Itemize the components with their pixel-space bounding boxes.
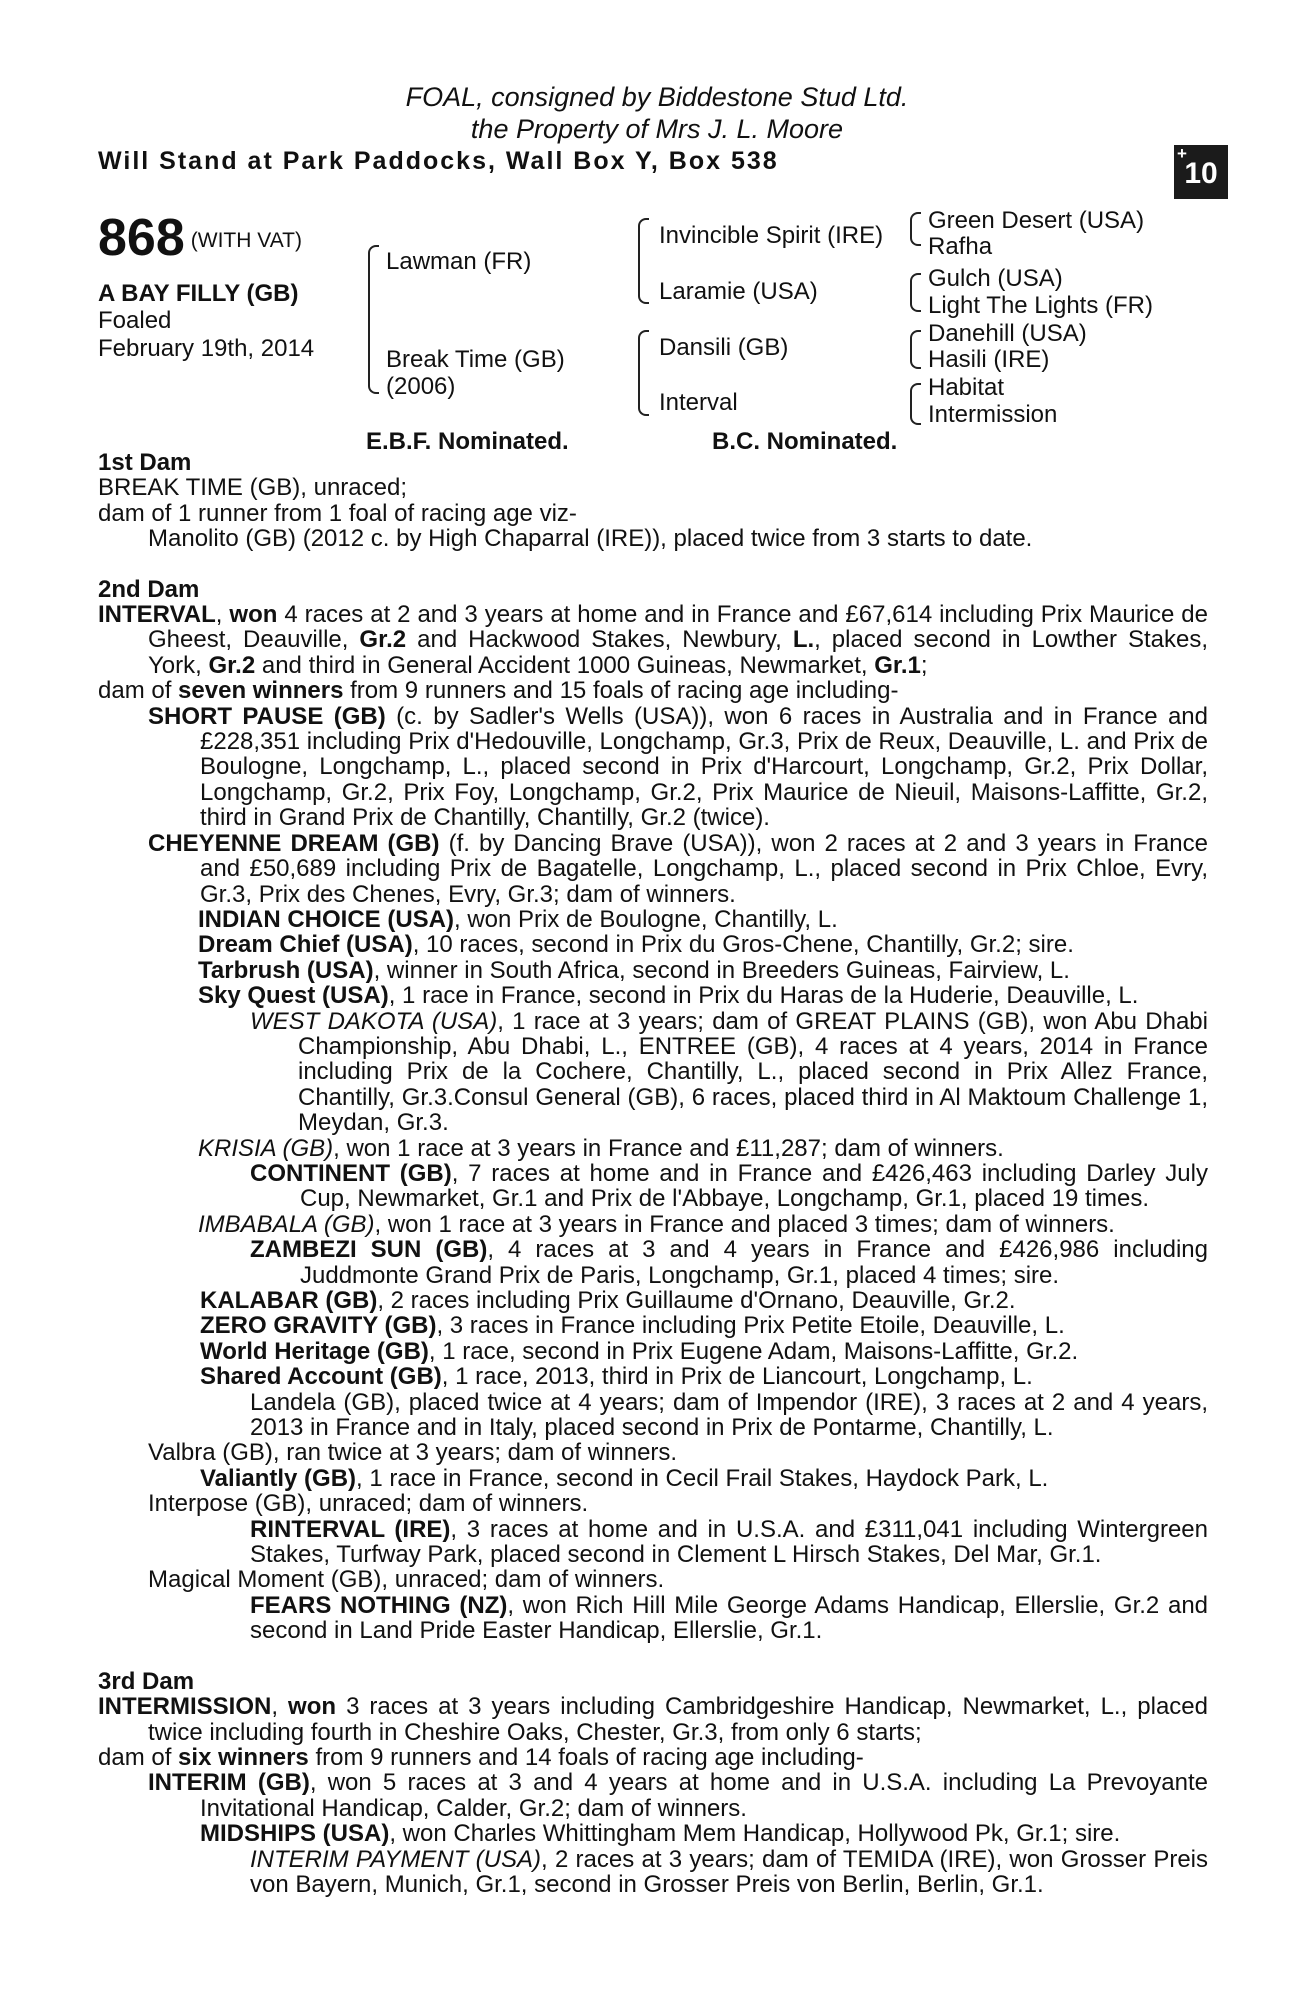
intermission-dam-of — [98, 1745, 1208, 1770]
grandsire-3: Danehill (USA) — [928, 320, 1087, 347]
granddam-1: Rafha — [928, 233, 993, 260]
horse-record: , won 1 race at 3 years in France and placed 3 times; dam of winners. — [374, 1210, 1115, 1238]
vat-label: (WITH VAT) — [190, 229, 302, 252]
kalabar-entry — [98, 1288, 1208, 1313]
horse-record: , 1 race, second in Prix Eugene Adam, Maisons-Laffitte, Gr.2. — [428, 1337, 1079, 1365]
dam-of-rest: from 9 runners and 15 foals of racing age including- — [343, 677, 899, 705]
sire-dam: Laramie (USA) — [659, 278, 818, 305]
horse-name: INTERIM (GB) — [148, 1769, 310, 1797]
six-winners: six winners — [178, 1743, 309, 1771]
zero-gravity-entry — [98, 1313, 1208, 1338]
grandsire-2: Gulch (USA) — [928, 265, 1063, 292]
midships-entry — [98, 1821, 1208, 1846]
badge-number: 10 — [1184, 157, 1218, 190]
dam-of-text: dam of — [98, 677, 179, 705]
grade-2: Gr.2 — [359, 626, 407, 654]
first-dam-heading: 1st Dam — [98, 449, 192, 476]
horse-record: , winner in South Africa, second in Breeders Guineas, Fairview, L. — [373, 956, 1070, 984]
interval-text-2: and Hackwood Stakes, Newbury, — [406, 626, 793, 654]
horse-name: INDIAN CHOICE (USA) — [198, 905, 454, 933]
pedigree-brace-g3 — [910, 330, 921, 369]
horse-record: , 2 races at 3 years; dam of TEMIDA (IRE), won Grosser Preis von Bayern, Munich, Gr.1, second in Grosser Preis von Berlin, Berlin, Gr.1. — [250, 1845, 1209, 1898]
horse-name: WEST DAKOTA (USA) — [250, 1007, 498, 1035]
magical-moment-entry: Magical Moment (GB), unraced; dam of winners. — [148, 1566, 665, 1594]
dream-chief-entry — [98, 932, 1208, 957]
grandsire-4: Habitat — [928, 374, 1005, 401]
continent-entry — [98, 1161, 1208, 1212]
pedigree-brace-dam — [638, 330, 649, 416]
horse-name: Valiantly (GB) — [200, 1464, 357, 1492]
horse-record: , 7 races at home and in France and £426,463 including Darley July Cup, Newmarket, Gr.1 and Prix de l'Abbaye, Longchamp, Gr.1, placed 19 times. — [300, 1159, 1208, 1213]
seven-winners: seven winners — [178, 677, 344, 705]
horse-record: , won Rich Hill Mile George Adams Handicap, Ellerslie, Gr.2 and second in Land Pride Easter Handicap, Ellerslie, Gr.1. — [250, 1591, 1209, 1645]
ebf-nominated: E.B.F. Nominated. — [366, 428, 569, 455]
horse-name: CONTINENT (GB) — [250, 1159, 452, 1187]
tarbrush-entry — [98, 958, 1208, 983]
intermission-entry: INTERMISSION, won 3 races at 3 years including Cambridgeshire Handicap, Newmarket, L., placed twice including fourth in Cheshire Oaks, Chester, Gr.3, from only 6 starts; — [98, 1693, 1209, 1746]
horse-name: FEARS NOTHING (NZ) — [250, 1591, 508, 1619]
horse-name: ZAMBEZI SUN (GB) — [250, 1236, 488, 1264]
lot-badge — [1174, 145, 1228, 199]
section-gap — [98, 1644, 1208, 1669]
horse-name: MIDSHIPS (USA) — [200, 1820, 390, 1848]
sire-sire: Invincible Spirit (IRE) — [659, 222, 884, 249]
dam-dam: Interval — [659, 389, 738, 416]
horse-name: Dream Chief (USA) — [198, 931, 413, 959]
horse-name: ZERO GRAVITY (GB) — [200, 1312, 437, 1340]
horse-record: , 1 race, 2013, third in Prix de Liancourt, Longchamp, L. — [441, 1363, 1033, 1391]
third-dam-heading: 3rd Dam — [98, 1667, 195, 1695]
rinterval-entry — [98, 1517, 1208, 1568]
foaled-date: February 19th, 2014 — [98, 335, 315, 362]
catalogue-body — [98, 450, 1208, 1897]
interim-entry — [98, 1770, 1208, 1821]
horse-record: 3 races at 3 years including Cambridgeshire Handicap, Newmarket, L., placed twice including fourth in Cheshire Oaks, Chester, Gr.3, from only 6 starts; — [148, 1693, 1209, 1746]
interval-won: won — [229, 601, 278, 629]
grade-1: Gr.1 — [874, 651, 921, 679]
pedigree-brace-main — [368, 245, 379, 394]
pedigree-brace-g1 — [910, 212, 921, 246]
indian-choice-entry — [98, 907, 1208, 932]
horse-record: (f. by Dancing Brave (USA)), won 2 races at 2 and 3 years in France and £50,689 including Prix de Bagatelle, Longchamp, L., placed second in Prix Chloe, Evry, Gr.3, Prix des Chenes, Evry, Gr.3; dam of winners. — [200, 829, 1208, 908]
imbabala-entry — [98, 1212, 1208, 1237]
fears-nothing-entry — [98, 1593, 1208, 1644]
dam-year: (2006) — [386, 373, 456, 400]
dam: Break Time (GB) — [386, 346, 565, 373]
granddam-3: Hasili (IRE) — [928, 346, 1050, 373]
sire: Lawman (FR) — [386, 248, 532, 275]
horse-record: , won Charles Whittingham Mem Handicap, Hollywood Pk, Gr.1; sire. — [389, 1820, 1121, 1848]
horse-name: World Heritage (GB) — [200, 1337, 429, 1365]
valiantly-entry — [98, 1466, 1208, 1491]
lot-title: A BAY FILLY (GB) — [98, 280, 299, 307]
first-dam-line-2: dam of 1 runner from 1 foal of racing age viz- — [98, 499, 577, 527]
horse-name: IMBABALA (GB) — [198, 1210, 375, 1238]
interval-text-1: 4 races at 2 and 3 years at home and in France and £67,614 including Prix Maurice de Gheest, Deauville, — [148, 601, 1209, 654]
horse-record: , 1 race in France, second in Cecil Frail Stakes, Haydock Park, L. — [356, 1464, 1049, 1492]
pedigree-brace-g4 — [910, 383, 921, 425]
horse-record: , won 5 races at 3 and 4 years at home and in U.S.A. including La Prevoyante Invitational Handicap, Calder, Gr.2; dam of winners. — [200, 1769, 1209, 1822]
horse-name: Sky Quest (USA) — [198, 982, 389, 1010]
second-dam-heading: 2nd Dam — [98, 575, 200, 603]
horse-name: RINTERVAL (IRE) — [250, 1515, 451, 1543]
horse-record: , won 1 race at 3 years in France and £11,287; dam of winners. — [333, 1134, 1004, 1162]
granddam-2: Light The Lights (FR) — [928, 292, 1153, 319]
horse-name: CHEYENNE DREAM (GB) — [148, 829, 440, 857]
first-dam-line-1: BREAK TIME (GB), unraced; — [98, 474, 407, 502]
sky-quest-entry — [98, 983, 1208, 1008]
interval-entry: INTERVAL, won 4 races at 2 and 3 years at home and in France and £67,614 including Prix Maurice de Gheest, Deauville, Gr.2 and Hackwood Stakes, Newbury, L., placed second in Lowther Stakes, York, Gr.2 and third in General Accident 1000 Guineas, Newmarket, Gr.1; — [98, 601, 1209, 679]
horse-name: KRISIA (GB) — [198, 1134, 334, 1162]
horse-record: , 10 races, second in Prix du Gros-Chene, Chantilly, Gr.2; sire. — [412, 931, 1074, 959]
pedigree-brace-g2 — [910, 273, 921, 312]
interval-text-4: and third in General Accident 1000 Guineas, Newmarket, — [255, 651, 875, 679]
property-line: the Property of Mrs J. L. Moore — [470, 114, 844, 144]
horse-record: , 1 race at 3 years; dam of GREAT PLAINS (GB), won Abu Dhabi Championship, Abu Dhabi, L., ENTREE (GB), 4 races at 4 years, 2014 in France including Prix de la Cochere, Chantilly, L., placed second in Prix Allez France, Chantilly, Gr.3.Consul General (GB), 6 races, placed third in Al Maktoum Challenge 1, Meydan, Gr.3. — [298, 1007, 1208, 1137]
horse-record: , 2 races including Prix Guillaume d'Ornano, Deauville, Gr.2. — [377, 1287, 1016, 1314]
horse-name: INTERIM PAYMENT (USA) — [250, 1845, 541, 1873]
won-text: won — [288, 1693, 337, 1721]
horse-name: Tarbrush (USA) — [198, 956, 374, 984]
pedigree-brace-sire — [638, 218, 649, 304]
interval-text-3: , placed second in Lowther Stakes, York, — [148, 626, 1208, 679]
lot-number: 868 — [98, 209, 185, 267]
horse-record: , won Prix de Boulogne, Chantilly, L. — [454, 905, 838, 933]
granddam-4: Intermission — [928, 401, 1058, 428]
stand-location: Will Stand at Park Paddocks, Wall Box Y, Box 538 — [98, 147, 779, 175]
zambezi-sun-entry — [98, 1237, 1208, 1288]
dam-of-text: dam of — [98, 1743, 179, 1771]
bc-nominated: B.C. Nominated. — [712, 428, 898, 455]
interval-dam-of — [98, 678, 1208, 703]
krisia-entry — [98, 1136, 1208, 1161]
first-dam-produce: Manolito (GB) (2012 c. by High Chaparral (IRE)), placed twice from 3 starts to date. — [148, 525, 1033, 553]
interval-text-5: ; — [920, 651, 928, 679]
interim-payment-entry — [98, 1847, 1208, 1898]
short-pause-entry — [98, 704, 1208, 831]
grandsire-1: Green Desert (USA) — [928, 207, 1145, 234]
horse-name: INTERMISSION — [98, 1693, 272, 1721]
badge-plus: + — [1177, 144, 1187, 163]
world-heritage-entry — [98, 1339, 1208, 1364]
cheyenne-dream-entry — [98, 831, 1208, 907]
listed: L. — [792, 626, 815, 654]
horse-record: (c. by Sadler's Wells (USA)), won 6 races in Australia and in France and £228,351 including Prix d'Hedouville, Longchamp, Gr.3, Prix de Reux, Deauville, L. and Prix de Boulogne, Longchamp, L., placed second in Prix d'Harcourt, Longchamp, Gr.2, Prix Dollar, Longchamp, Gr.2, Prix Foy, Longchamp, Gr.2, Prix Maurice de Nieuil, Maisons-Laffitte, Gr.2, third in Grand Prix de Chantilly, Chantilly, Gr.2 (twice). — [200, 702, 1208, 832]
horse-record: , 3 races at home and in U.S.A. and £311,041 including Wintergreen Stakes, Turfway Park, placed second in Clement L Hirsch Stakes, Del Mar, Gr.1. — [250, 1515, 1209, 1569]
interpose-entry: Interpose (GB), unraced; dam of winners. — [148, 1490, 589, 1518]
consignor-line: FOAL, consigned by Biddestone Stud Ltd. — [405, 82, 909, 112]
horse-record: , 4 races at 3 and 4 years in France and £426,986 including Juddmonte Grand Prix de Paris, Longchamp, Gr.1, placed 4 times; sire. — [300, 1236, 1208, 1289]
foaled-label: Foaled — [98, 307, 172, 334]
horse-name: Shared Account (GB) — [200, 1363, 442, 1391]
interval-name: INTERVAL — [98, 601, 216, 629]
shared-account-entry — [98, 1364, 1208, 1389]
horse-record: , 3 races in France including Prix Petite Etoile, Deauville, L. — [436, 1312, 1065, 1340]
dam-sire: Dansili (GB) — [659, 334, 789, 361]
lot-number-row — [98, 208, 302, 268]
horse-name: KALABAR (GB) — [200, 1287, 378, 1314]
section-gap — [98, 552, 1208, 577]
grade-2: Gr.2 — [208, 651, 256, 679]
horse-record: , 1 race in France, second in Prix du Haras de la Huderie, Deauville, L. — [388, 982, 1139, 1010]
dam-of-rest: from 9 runners and 14 foals of racing age including- — [308, 1743, 864, 1771]
landela-entry: Landela (GB), placed twice at 4 years; dam of Impendor (IRE), 3 races at 2 and 4 years, 2013 in France and in Italy, placed second in Prix de Pontarme, Chantilly, L. — [250, 1388, 1208, 1442]
valbra-entry: Valbra (GB), ran twice at 3 years; dam of winners. — [148, 1439, 678, 1467]
horse-name: SHORT PAUSE (GB) — [148, 702, 386, 730]
west-dakota-entry — [98, 1009, 1208, 1136]
